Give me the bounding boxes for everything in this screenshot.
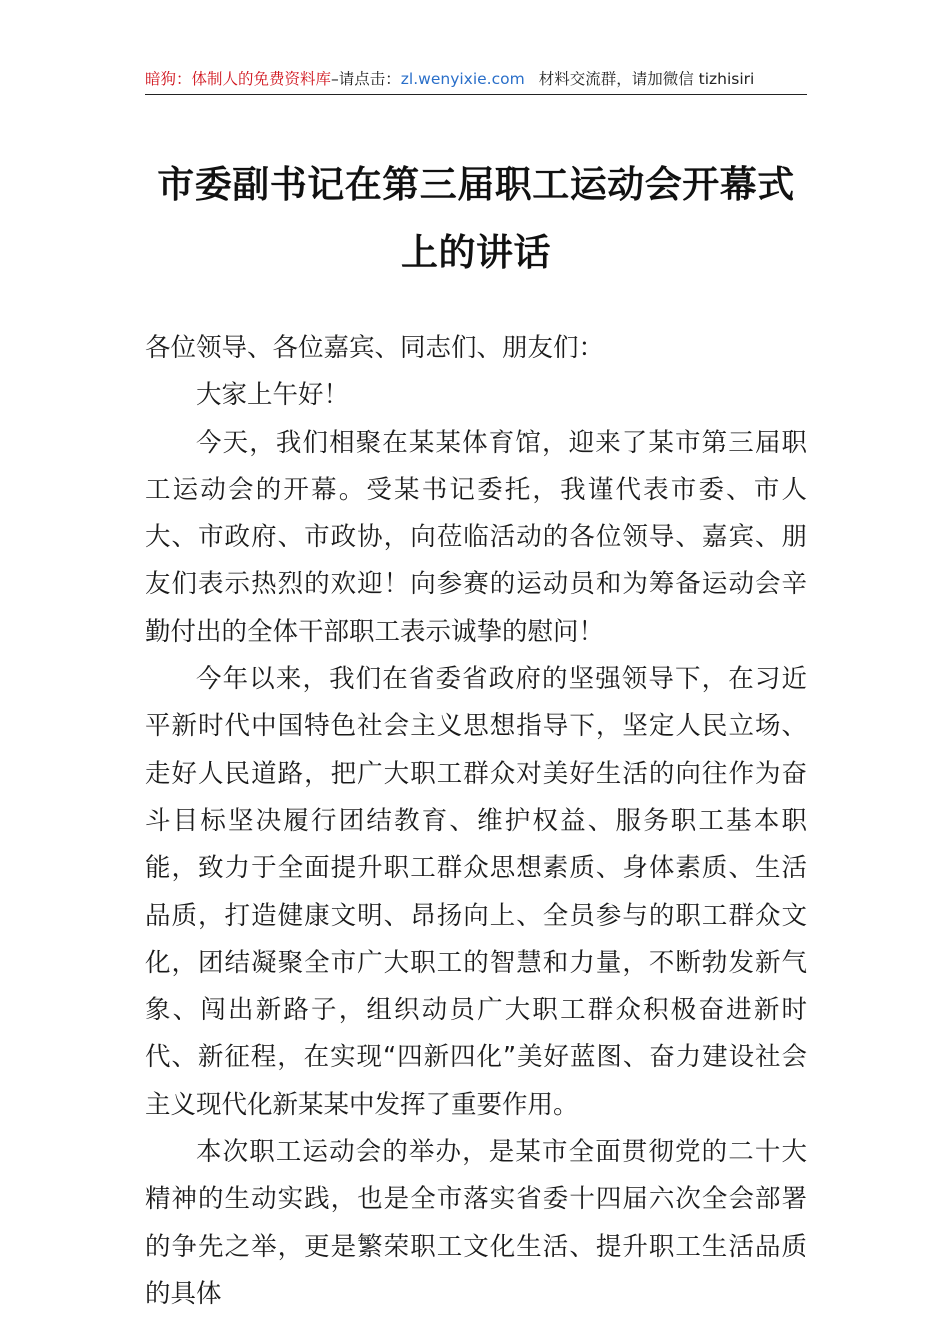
document-title: 市委副书记在第三届职工运动会开幕式上的讲话 bbox=[157, 162, 795, 274]
header-contact: 材料交流群，请加微信 tizhisiri bbox=[538, 70, 755, 88]
salutation: 各位领导、各位嘉宾、同志们、朋友们： bbox=[145, 333, 605, 363]
watermark-header bbox=[145, 64, 807, 95]
greeting: 大家上午好！ bbox=[196, 380, 350, 411]
document-body bbox=[145, 325, 807, 1318]
header-link[interactable]: zl.wenyixie.com bbox=[400, 70, 525, 88]
header-prompt: –请点击： bbox=[331, 70, 401, 88]
header-brand: 暗狗：体制人的免费资料库 bbox=[145, 70, 332, 88]
paragraph: 本次职工运动会的举办，是某市全面贯彻党的二十大精神的生动实践，也是全市落实省委十四届六次全会部署的争先之举，更是繁荣职工文化生活、提升职工生活品质的具体 bbox=[145, 1137, 807, 1309]
paragraph: 今天，我们相聚在某某体育馆，迎来了某市第三届职工运动会的开幕。受某书记委托，我谨代表市委、市人大、市政府、市政协，向莅临活动的各位领导、嘉宾、朋友们表示热烈的欢迎！向参赛的运动员和为筹备运动会辛勤付出的全体干部职工表示诚挚的慰问！ bbox=[145, 427, 807, 647]
paragraph: 今年以来，我们在省委省政府的坚强领导下，在习近平新时代中国特色社会主义思想指导下，坚定人民立场、走好人民道路，把广大职工群众对美好生活的向往作为奋斗目标坚决履行团结教育、维护权益、服务职工基本职能，致力于全面提升职工群众思想素质、身体素质、生活品质，打造健康文明、昂扬向上、全员参与的职工群众文化，团结凝聚全市广大职工的智慧和力量，不断勃发新气象、闯出新路子，组织动员广大职工群众积极奋进新时代、新征程，在实现“四新四化”美好蓝图、奋力建设社会主义现代化新某某中发挥了重要作用。 bbox=[145, 664, 807, 1120]
